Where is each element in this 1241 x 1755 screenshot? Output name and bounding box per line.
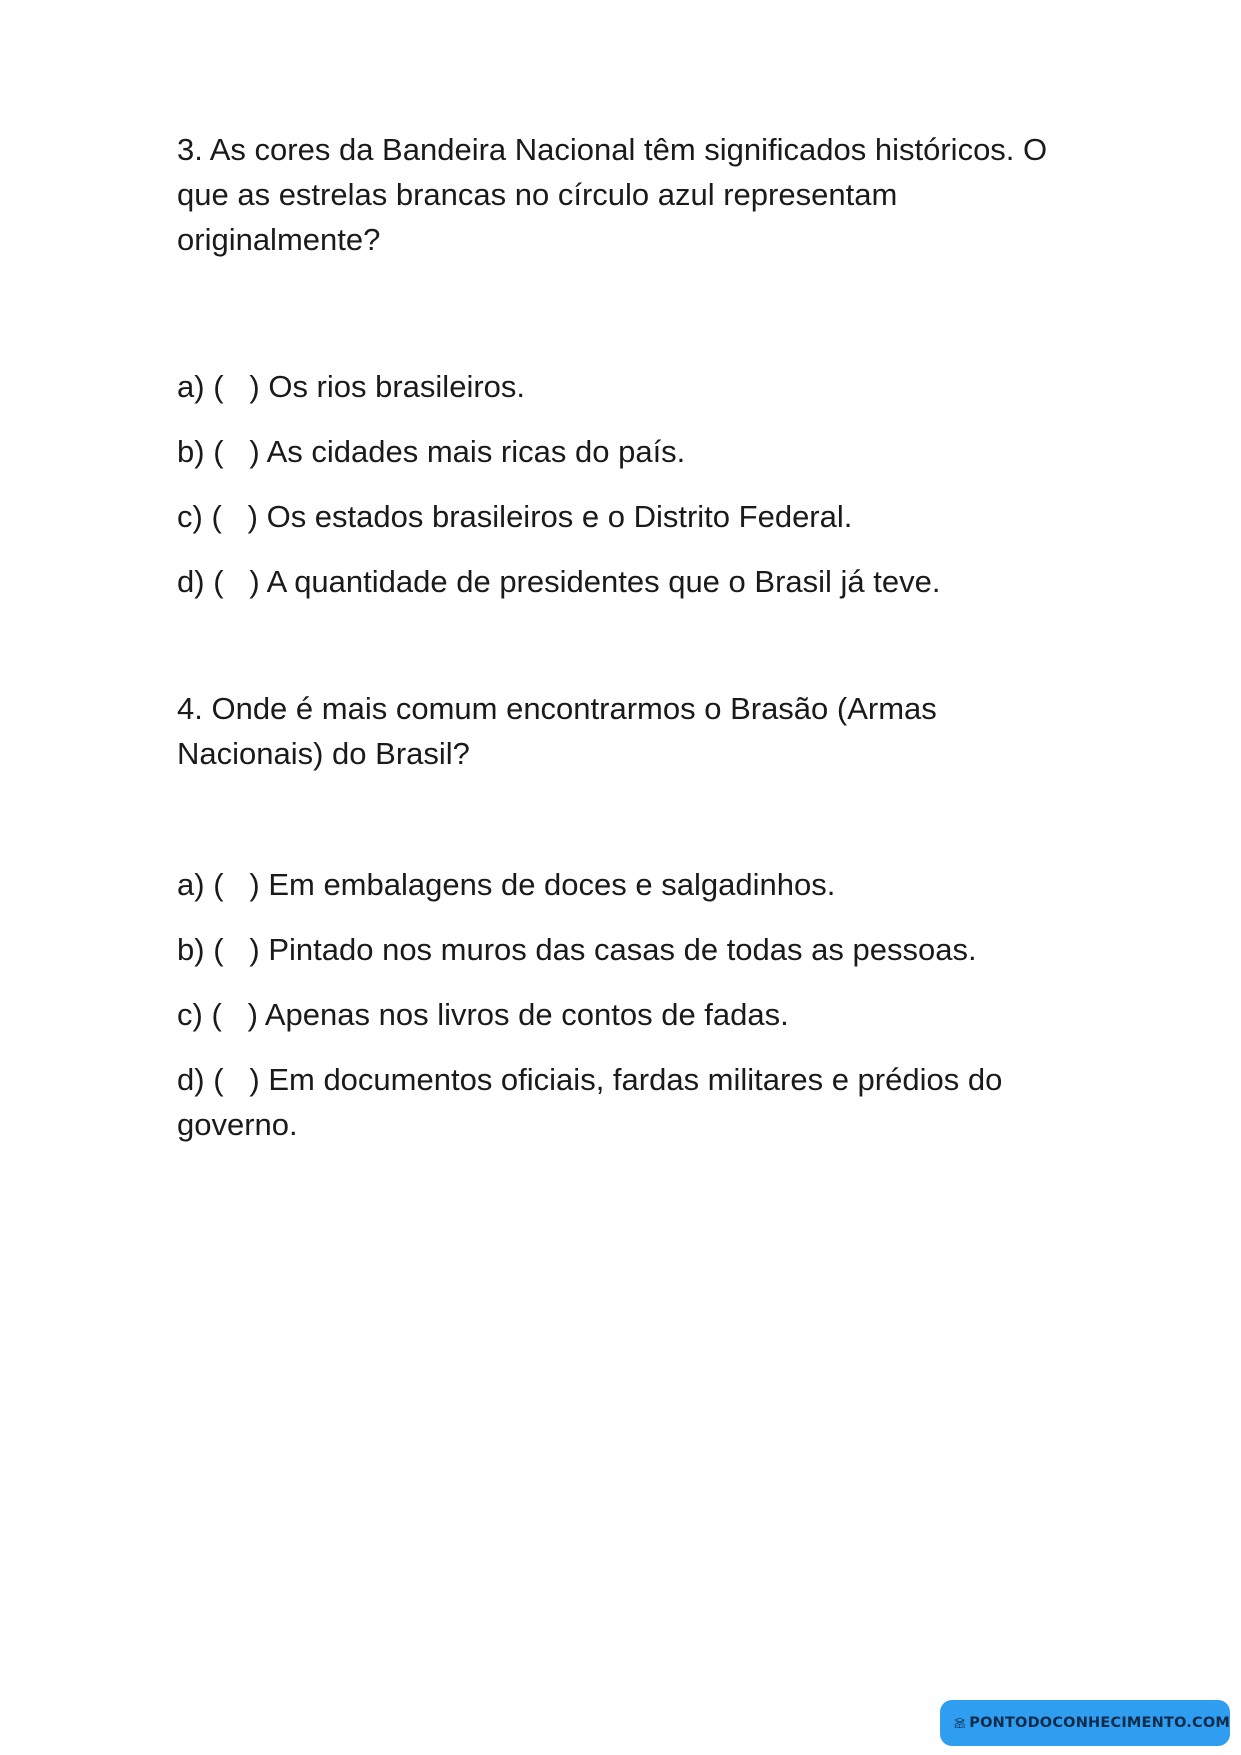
question-3-text: 3. As cores da Bandeira Nacional têm significados históricos. O que as estrelas brancas no círculo azul representam originalmente? (177, 132, 1048, 257)
question-3-option-c[interactable] (177, 494, 1077, 539)
answer-checkbox[interactable]: ( ) (213, 867, 260, 902)
option-text: Apenas nos livros de contos de fadas. (264, 997, 789, 1032)
answer-checkbox[interactable]: ( ) (213, 434, 260, 469)
question-4-text: 4. Onde é mais comum encontrarmos o Brasão (Armas Nacionais) do Brasil? (177, 691, 937, 771)
answer-checkbox[interactable]: ( ) (213, 564, 260, 599)
answer-checkbox[interactable]: ( ) (213, 1062, 260, 1097)
question-4-option-d[interactable] (177, 1057, 1077, 1147)
option-letter: b) (177, 932, 205, 967)
option-text: Em documentos oficiais, fardas militares e prédios do governo. (177, 1062, 1003, 1142)
option-text: A quantidade de presidentes que o Brasil já teve. (266, 564, 941, 599)
site-name: PONTODOCONHECIMENTO.COM (969, 1715, 1230, 1731)
site-badge[interactable] (940, 1700, 1230, 1746)
option-letter: a) (177, 369, 205, 404)
option-letter: c) (177, 499, 203, 534)
answer-checkbox[interactable]: ( ) (211, 997, 258, 1032)
graduate-reading-icon (954, 1709, 965, 1737)
option-text: Os estados brasileiros e o Distrito Federal. (266, 499, 853, 534)
question-3-option-b[interactable] (177, 429, 1077, 474)
option-text: Os rios brasileiros. (268, 369, 526, 404)
option-text: As cidades mais ricas do país. (266, 434, 686, 469)
question-4-option-c[interactable] (177, 992, 1077, 1037)
question-4-option-a[interactable] (177, 862, 1077, 907)
question-3-option-d[interactable] (177, 559, 1077, 604)
option-letter: b) (177, 434, 205, 469)
option-text: Em embalagens de doces e salgadinhos. (268, 867, 836, 902)
answer-checkbox[interactable]: ( ) (211, 499, 258, 534)
option-letter: c) (177, 997, 203, 1032)
option-letter: d) (177, 564, 205, 599)
option-letter: d) (177, 1062, 205, 1097)
option-letter: a) (177, 867, 205, 902)
option-text: Pintado nos muros das casas de todas as pessoas. (268, 932, 977, 967)
question-3-option-a[interactable] (177, 364, 1077, 409)
answer-checkbox[interactable]: ( ) (213, 369, 260, 404)
question-4-option-b[interactable] (177, 927, 1077, 972)
answer-checkbox[interactable]: ( ) (213, 932, 260, 967)
